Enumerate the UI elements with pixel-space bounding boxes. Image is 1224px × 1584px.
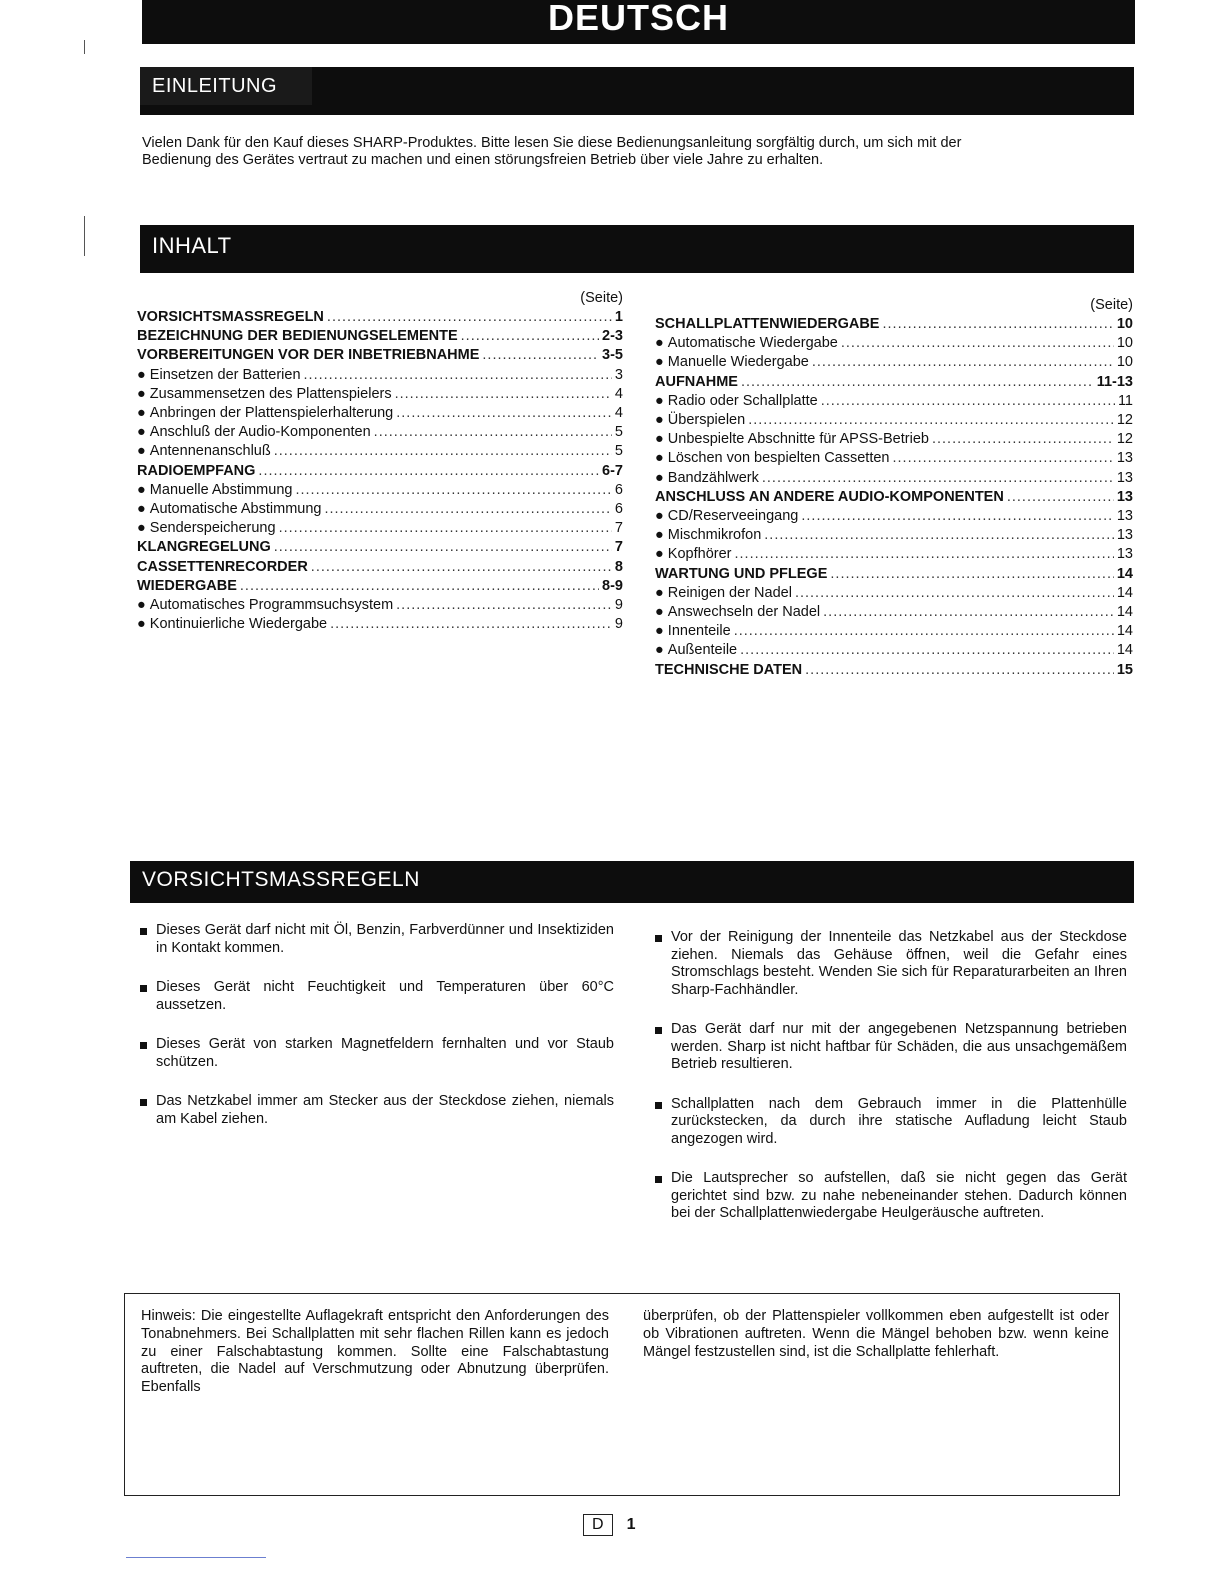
page-number: 1: [626, 1516, 636, 1533]
toc-leader-dots: [764, 526, 1114, 545]
toc-entry-page: 10: [1116, 354, 1133, 371]
toc-entry-page: 11-13: [1096, 373, 1133, 390]
toc-entry-title: ● Answechseln der Nadel: [655, 603, 820, 622]
language-banner: [142, 0, 1135, 44]
toc-entry: [137, 346, 623, 365]
section-header-vorsichtsmassregeln: [130, 861, 1134, 903]
toc-leader-dots: [805, 661, 1114, 680]
toc-leader-dots: [741, 373, 1094, 392]
toc-entry-title: ● Automatische Abstimmung: [137, 500, 321, 519]
toc-entry: [655, 353, 1133, 372]
toc-entry-title: RADIOEMPFANG: [137, 462, 256, 479]
toc-column-left: [137, 289, 623, 634]
toc-entry: [655, 392, 1133, 411]
toc-entry: [655, 622, 1133, 641]
section-title: VORSICHTSMASSREGELN: [142, 868, 420, 891]
toc-leader-dots: [821, 392, 1115, 411]
toc-entry-page: 4: [614, 405, 623, 422]
toc-seite-label: (Seite): [1090, 297, 1133, 313]
toc-entry-page: 7: [614, 520, 623, 537]
toc-leader-dots: [801, 507, 1113, 526]
toc-entry-title: CASSETTENRECORDER: [137, 558, 308, 575]
language-code-box: D: [583, 1514, 613, 1536]
bottom-rule: [126, 1557, 266, 1558]
precaution-item: Vor der Reinigung der Innenteile das Netzkabel aus der Steckdose ziehen. Niemals das Gehäuse öffnen, weil die Gefahr eines Stromschlags besteht. Wenden Sie sich für Reparaturarbeiten an Ihren Sharp-Fachhändler.: [655, 929, 1127, 999]
toc-leader-dots: [830, 565, 1113, 584]
toc-leader-dots: [734, 622, 1114, 641]
toc-entry: [137, 577, 623, 596]
toc-entry: [137, 308, 623, 327]
toc-leader-dots: [311, 558, 612, 577]
toc-entry-title: ● Überspielen: [655, 411, 745, 430]
toc-entry-page: 14: [1116, 604, 1133, 621]
toc-entry: [655, 488, 1133, 507]
toc-entry-title: ● Innenteile: [655, 622, 731, 641]
precaution-item: Dieses Gerät nicht Feuchtigkeit und Temperaturen über 60°C aussetzen.: [140, 979, 614, 1014]
toc-entry-title: TECHNISCHE DATEN: [655, 661, 803, 678]
toc-entry: [137, 596, 623, 615]
toc-leader-dots: [304, 366, 612, 385]
margin-mark: [84, 216, 85, 256]
toc-entry-page: 13: [1116, 508, 1133, 525]
toc-entry-page: 14: [1116, 584, 1133, 601]
precaution-item: Schallplatten nach dem Gebrauch immer in die Plattenhülle zurückstecken, da durch ihre statische Aufladung leicht Staub angezogen wird.: [655, 1096, 1127, 1149]
toc-leader-dots: [1007, 488, 1114, 507]
toc-entry-page: 14: [1116, 642, 1133, 659]
toc-leader-dots: [932, 430, 1114, 449]
toc-entry: [655, 507, 1133, 526]
toc-entry-page: 8-9: [602, 577, 623, 594]
toc-entry: [655, 641, 1133, 660]
toc-leader-dots: [374, 423, 612, 442]
toc-entry: [137, 481, 623, 500]
toc-entry: [655, 565, 1133, 584]
toc-leader-dots: [274, 442, 612, 461]
toc-entry: [655, 545, 1133, 564]
precaution-item: Die Lautsprecher so aufstellen, daß sie nicht gegen das Gerät gerichtet sind bzw. zu nahe nebeneinander stehen. Dadurch können bei der Schallplattenwiedergabe Heulgeräusche auftreten.: [655, 1170, 1127, 1223]
toc-entry-page: 9: [614, 597, 623, 614]
toc-entry: [655, 603, 1133, 622]
toc-entry-page: 15: [1116, 661, 1133, 678]
toc-entry-page: 6: [614, 501, 623, 518]
toc-entry-title: VORSICHTSMASSREGELN: [137, 309, 324, 325]
toc-entry-page: 14: [1116, 623, 1133, 640]
toc-leader-dots: [841, 334, 1114, 353]
toc-entry-title: SCHALLPLATTENWIEDERGABE: [655, 316, 880, 332]
toc-leader-dots: [274, 538, 612, 557]
toc-leader-dots: [258, 462, 599, 481]
toc-entry-title: ● Automatisches Programmsuchsystem: [137, 596, 393, 615]
toc-entry: [137, 558, 623, 577]
toc-entry: [655, 411, 1133, 430]
toc-entry-title: ● Kopfhörer: [655, 545, 731, 564]
note-text-right: überprüfen, ob der Plattenspieler vollkommen eben aufgestellt ist oder ob Vibrationen auftreten. Wenn die Mängel behoben bzw. wenn keine Mängel festzustellen sind, ist die Schallplatte fehlerhaft.: [643, 1308, 1109, 1360]
toc-entry: [655, 315, 1133, 334]
toc-leader-dots: [330, 615, 612, 634]
toc-entry-title: AUFNAHME: [655, 373, 738, 390]
toc-entry-page: 3: [614, 366, 623, 383]
toc-entry-title: ANSCHLUSS AN ANDERE AUDIO-KOMPONENTEN: [655, 488, 1004, 505]
toc-entry-page: 9: [614, 616, 623, 633]
toc-entry-page: 12: [1116, 412, 1133, 429]
toc-entry: [137, 366, 623, 385]
toc-entry-page: 3-5: [602, 347, 623, 364]
toc-entry-page: 10: [1116, 316, 1133, 332]
section-header-inhalt: [140, 225, 1134, 273]
intro-paragraph: [142, 135, 1134, 169]
toc-entry-title: ● Manuelle Abstimmung: [137, 481, 292, 500]
precautions-column-left: [140, 922, 614, 1150]
toc-entry-title: ● Manuelle Wiedergabe: [655, 353, 809, 372]
toc-entry: [137, 442, 623, 461]
toc-leader-dots: [461, 327, 599, 346]
toc-entry: [655, 526, 1133, 545]
margin-mark: [84, 40, 85, 54]
toc-leader-dots: [812, 353, 1114, 372]
toc-entry-page: 13: [1116, 469, 1133, 486]
toc-entry-title: ● Reinigen der Nadel: [655, 584, 792, 603]
toc-entry-page: 5: [614, 443, 623, 460]
toc-leader-dots: [324, 500, 611, 519]
note-box: [124, 1293, 1120, 1496]
toc-entry: [655, 334, 1133, 353]
toc-entry-page: 7: [614, 539, 623, 556]
toc-entry-page: 8: [614, 558, 623, 575]
toc-entry-title: ● Bandzählwerk: [655, 469, 759, 488]
toc-entry: [137, 327, 623, 346]
toc-entry: [655, 449, 1133, 468]
toc-entry: [655, 430, 1133, 449]
toc-entry: [137, 538, 623, 557]
toc-entry-page: 5: [614, 424, 623, 441]
toc-leader-dots: [823, 603, 1114, 622]
toc-entry: [137, 462, 623, 481]
toc-entry-page: 13: [1116, 488, 1133, 505]
page-footer: [583, 1514, 635, 1536]
toc-entry-page: 13: [1116, 546, 1133, 563]
toc-entry-title: VORBEREITUNGEN VOR DER INBETRIEBNAHME: [137, 347, 480, 364]
toc-entry: [655, 584, 1133, 603]
section-header-einleitung: [140, 67, 1134, 115]
toc-leader-dots: [240, 577, 599, 596]
toc-seite-label: (Seite): [580, 290, 623, 306]
toc-leader-dots: [396, 404, 612, 423]
toc-entry: [137, 500, 623, 519]
note-text-left: Hinweis: Die eingestellte Auflagekraft entspricht den Anforderungen des Tonabnehmers. Bei Schallplatten mit sehr flachen Rillen kann es jedoch zu einer Falschabtastung kommen. Sollte eine Falschabtastung auftreten, die Nadel auf Verschmutzung oder Abnutzung überprüfen. Ebenfalls: [141, 1308, 609, 1396]
toc-leader-dots: [795, 584, 1114, 603]
toc-column-right: [655, 296, 1133, 680]
toc-leader-dots: [295, 481, 611, 500]
toc-entry-page: 2-3: [602, 328, 623, 345]
toc-entry-title: KLANGREGELUNG: [137, 539, 271, 556]
banner-title: DEUTSCH: [547, 0, 729, 38]
toc-leader-dots: [482, 346, 599, 365]
toc-entry-title: ● Anbringen der Plattenspielerhalterung: [137, 404, 393, 423]
toc-entry-title: ● Anschluß der Audio-Komponenten: [137, 423, 371, 442]
precaution-item: Das Netzkabel immer am Stecker aus der Steckdose ziehen, niemals am Kabel ziehen.: [140, 1093, 614, 1128]
toc-entry-title: ● Einsetzen der Batterien: [137, 366, 301, 385]
toc-entry: [137, 519, 623, 538]
toc-entry-page: 14: [1116, 565, 1133, 582]
toc-leader-dots: [892, 449, 1113, 468]
toc-entry-page: 11: [1117, 392, 1133, 409]
toc-entry-title: ● Automatische Wiedergabe: [655, 334, 838, 353]
toc-entry-title: ● Außenteile: [655, 641, 737, 660]
toc-entry-title: ● Senderspeicherung: [137, 519, 276, 538]
toc-leader-dots: [882, 315, 1113, 334]
toc-entry-title: WIEDERGABE: [137, 577, 237, 594]
intro-line: Vielen Dank für den Kauf dieses SHARP-Produktes. Bitte lesen Sie diese Bedienungsanleitung sorgfältig durch, um sich mit der: [142, 135, 962, 151]
precaution-item: Dieses Gerät darf nicht mit Öl, Benzin, Farbverdünner und Insektiziden in Kontakt kommen.: [140, 922, 614, 957]
toc-entry-title: ● Löschen von bespielten Cassetten: [655, 449, 889, 468]
intro-line: Bedienung des Gerätes vertraut zu machen und einen störungsfreien Betrieb über viele Jahre zu erhalten.: [142, 152, 824, 168]
toc-entry-page: 10: [1116, 335, 1133, 352]
toc-leader-dots: [734, 545, 1113, 564]
toc-entry-title: BEZEICHNUNG DER BEDIENUNGSELEMENTE: [137, 328, 458, 345]
toc-entry-page: 13: [1116, 527, 1133, 544]
toc-entry-page: 6-7: [602, 462, 623, 479]
toc-entry-title: ● Unbespielte Abschnitte für APSS-Betrieb: [655, 430, 929, 449]
section-title: INHALT: [152, 233, 232, 258]
section-title: EINLEITUNG: [140, 67, 312, 105]
toc-entry: [137, 615, 623, 634]
precaution-item: Das Gerät darf nur mit der angegebenen Netzspannung betrieben werden. Sharp ist nicht haftbar für Schäden, die aus unsachgemäßem Betrieb resultieren.: [655, 1021, 1127, 1074]
toc-entry-page: 13: [1116, 450, 1133, 467]
toc-entry: [655, 373, 1133, 392]
toc-entry-page: 1: [614, 309, 623, 325]
toc-leader-dots: [762, 469, 1114, 488]
toc-entry-title: ● Antennenanschluß: [137, 442, 271, 461]
precautions-column-right: [655, 929, 1127, 1245]
toc-entry-title: ● Mischmikrofon: [655, 526, 761, 545]
toc-leader-dots: [740, 641, 1114, 660]
toc-entry: [137, 423, 623, 442]
toc-entry-title: WARTUNG UND PFLEGE: [655, 565, 828, 582]
toc-entry: [655, 469, 1133, 488]
precaution-item: Dieses Gerät von starken Magnetfeldern fernhalten und vor Staub schützen.: [140, 1036, 614, 1071]
toc-entry: [137, 404, 623, 423]
toc-leader-dots: [395, 385, 612, 404]
toc-entry-title: ● Radio oder Schallplatte: [655, 392, 818, 411]
toc-entry: [137, 385, 623, 404]
toc-entry-title: ● Kontinuierliche Wiedergabe: [137, 615, 327, 634]
toc-entry-page: 12: [1116, 431, 1133, 448]
toc-leader-dots: [327, 308, 612, 327]
toc-entry-page: 6: [614, 481, 623, 498]
toc-entry-title: ● CD/Reserveeingang: [655, 507, 798, 526]
toc-entry: [655, 661, 1133, 680]
toc-entry-page: 4: [614, 385, 623, 402]
toc-leader-dots: [748, 411, 1114, 430]
toc-leader-dots: [396, 596, 612, 615]
toc-entry-title: ● Zusammensetzen des Plattenspielers: [137, 385, 392, 404]
toc-leader-dots: [279, 519, 612, 538]
